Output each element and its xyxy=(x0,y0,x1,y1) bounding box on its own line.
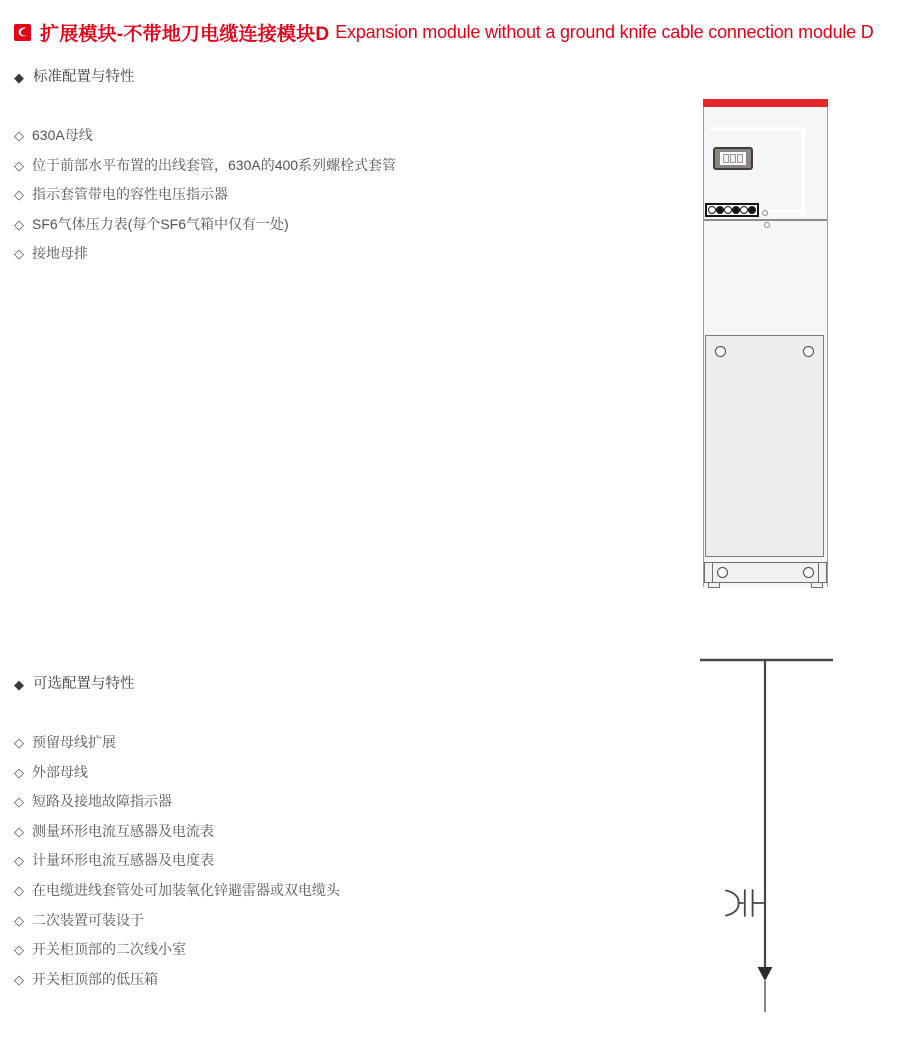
gauge-cell xyxy=(723,154,729,163)
feature-item xyxy=(14,210,396,240)
small-screw xyxy=(764,222,770,228)
gauge-cell xyxy=(730,154,736,163)
item-bullet-icon: ◇ xyxy=(14,823,24,839)
feature-item-text: 指示套管带电的容性电压指示器 xyxy=(32,186,228,203)
item-bullet-icon: ◇ xyxy=(14,853,24,869)
feature-item xyxy=(14,817,340,847)
standard-feature-list xyxy=(14,121,396,269)
feature-item xyxy=(14,728,340,758)
feature-item-text: 预留母线扩展 xyxy=(32,734,116,750)
item-bullet-icon: ◇ xyxy=(14,216,24,232)
indicator-lamp xyxy=(724,206,732,214)
item-bullet-icon: ◇ xyxy=(14,971,24,987)
single-line-diagram xyxy=(690,650,850,1022)
indicator-lamp xyxy=(732,206,740,214)
feature-item-text: 短路及接地故障指示器 xyxy=(32,793,172,810)
plinth-bolt xyxy=(717,567,728,578)
optional-feature-list xyxy=(14,728,340,994)
feature-item xyxy=(14,935,340,965)
cabinet-foot xyxy=(811,582,823,588)
voltage-indicator-strip xyxy=(705,203,759,217)
gauge-cell xyxy=(737,154,743,163)
item-bullet-icon: ◇ xyxy=(14,735,24,750)
cabinet-foot xyxy=(708,582,720,588)
indicator-lamp xyxy=(716,206,724,214)
section-heading-text: 标准配置与特性 xyxy=(33,69,135,85)
feature-item-text: 在电缆进线套管处可加装氧化锌避雷器或双电缆头 xyxy=(32,881,340,898)
item-bullet-icon: ◇ xyxy=(14,246,24,262)
heading-bullet-icon: ◆ xyxy=(14,677,24,692)
page-title xyxy=(14,21,874,43)
gas-pressure-gauge-window xyxy=(713,147,753,170)
panel-seam xyxy=(801,127,805,215)
indicator-lamp xyxy=(748,206,756,214)
feature-item-text: SF6气体压力表(每个SF6气箱中仅有一处) xyxy=(32,215,289,232)
indicator-lamp xyxy=(708,206,716,214)
feature-item-text: 接地母排 xyxy=(32,245,88,262)
small-screw xyxy=(762,210,768,216)
item-bullet-icon: ◇ xyxy=(14,187,24,203)
doc-title-zh: 扩展模块-不带地刀电缆连接模块D xyxy=(40,23,330,45)
item-bullet-icon: ◇ xyxy=(14,764,24,780)
gauge-display xyxy=(720,152,746,165)
feature-item-text: 外部母线 xyxy=(32,763,88,780)
feature-item-text: 开关柜顶部的二次线小室 xyxy=(32,941,186,958)
cable-arrow-head xyxy=(758,967,773,981)
item-bullet-icon: ◇ xyxy=(14,882,24,898)
plinth-end-cap xyxy=(705,563,713,582)
feature-item xyxy=(14,906,340,936)
section-heading-text: 可选配置与特性 xyxy=(33,676,135,692)
heading-bullet-icon: ◆ xyxy=(14,70,24,85)
doc-title-en: Expansion module without a ground knife cable connection module D xyxy=(335,21,874,42)
section-heading-standard xyxy=(14,69,135,86)
feature-item xyxy=(14,180,396,210)
feature-item xyxy=(14,787,340,817)
feature-item xyxy=(14,121,396,151)
plinth-end-cap xyxy=(818,563,826,582)
item-bullet-icon: ◇ xyxy=(14,794,24,810)
cabinet-red-band xyxy=(703,99,828,107)
item-bullet-icon: ◇ xyxy=(14,128,24,143)
feature-item-text: 开关柜顶部的低压箱 xyxy=(32,970,158,987)
cabinet-body xyxy=(703,107,828,587)
item-bullet-icon: ◇ xyxy=(14,942,24,958)
indicator-lamp xyxy=(740,206,748,214)
feature-item xyxy=(14,758,340,788)
feature-item-text: 630A母线 xyxy=(32,127,93,143)
item-bullet-icon: ◇ xyxy=(14,912,24,928)
cabinet-illustration xyxy=(703,99,828,587)
cable-compartment-door xyxy=(705,335,824,557)
feature-item-text: 测量环形电流互感器及电流表 xyxy=(32,822,214,839)
door-bolt xyxy=(803,346,814,357)
feature-item-text: 位于前部水平布置的出线套管，630A的400系列螺栓式套管 xyxy=(32,156,397,173)
feature-item-text: 二次装置可装设于 xyxy=(32,911,144,928)
door-bolt xyxy=(715,346,726,357)
feature-item xyxy=(14,876,340,906)
capacitive-voltage-indicator-symbol xyxy=(726,890,764,916)
plinth-bolt xyxy=(803,567,814,578)
cabinet-plinth xyxy=(704,562,827,583)
feature-item-text: 计量环形电流互感器及电度表 xyxy=(32,852,214,869)
feature-item xyxy=(14,846,340,876)
section-heading-optional xyxy=(14,676,135,693)
cabinet-divider-line xyxy=(704,219,827,221)
panel-seam xyxy=(709,127,804,130)
feature-item xyxy=(14,151,396,181)
brand-logo-icon xyxy=(14,24,31,41)
item-bullet-icon: ◇ xyxy=(14,157,24,173)
feature-item xyxy=(14,965,340,995)
feature-item xyxy=(14,239,396,269)
